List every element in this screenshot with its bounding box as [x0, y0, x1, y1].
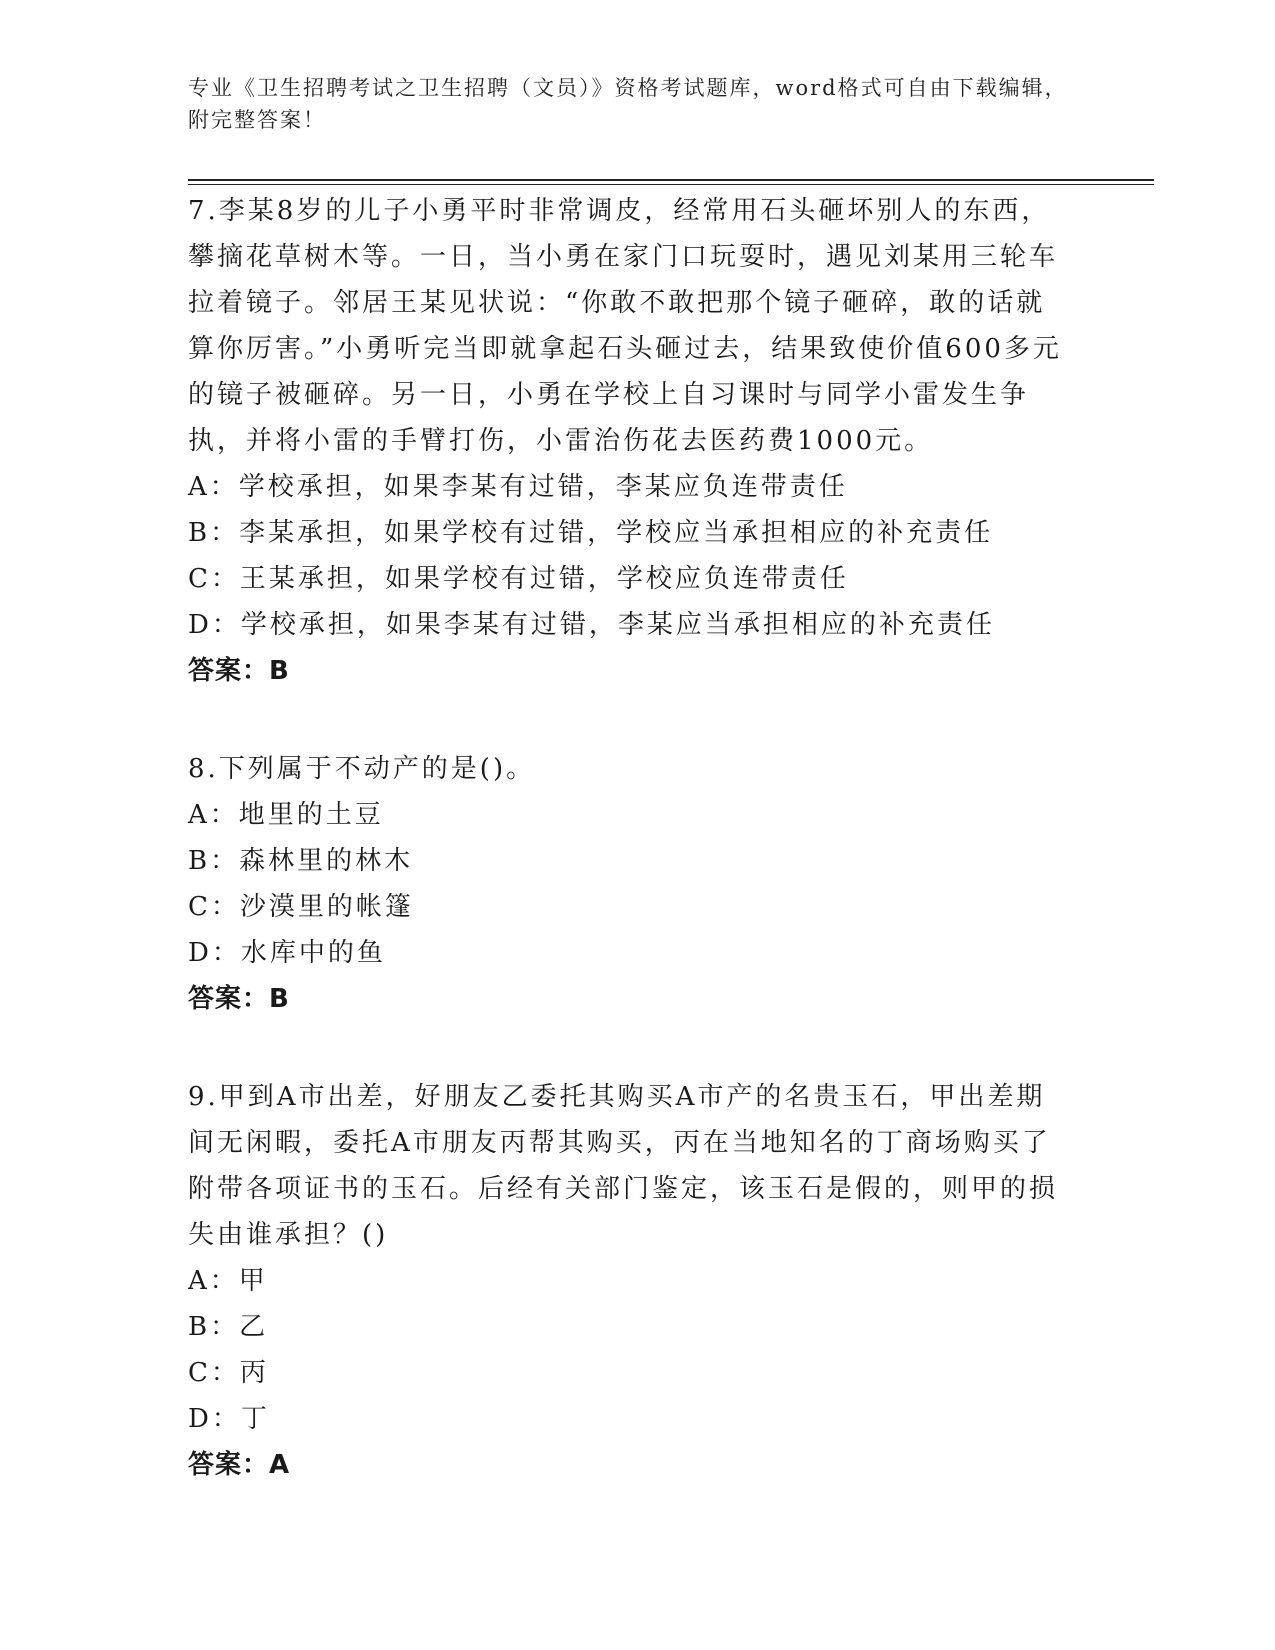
option-a: A：学校承担，如果李某有过错，李某应负连带责任	[188, 472, 848, 502]
option-a: A：地里的土豆	[188, 800, 384, 830]
option-b: B：李某承担，如果学校有过错，学校应当承担相应的补充责任	[188, 518, 994, 548]
question-stem: 9.甲到A市出差，好朋友乙委托其购买A市产的名贵玉石，甲出差期间无闲暇，委托A市朋友丙帮其购买，丙在当地知名的丁商场购买了附带各项证书的玉石。后经有关部门鉴定，该玉石是假的，则甲的损失由谁承担？()	[188, 1082, 1059, 1250]
option-d: D：学校承担，如果李某有过错，李某应当承担相应的补充责任	[188, 610, 995, 640]
answer: 答案：B	[188, 656, 290, 686]
question-8	[188, 746, 1068, 1022]
question-9	[188, 1074, 1068, 1488]
question-list	[188, 188, 1068, 1540]
header-divider-thin	[188, 184, 1154, 185]
option-c: C：王某承担，如果学校有过错，学校应负连带责任	[188, 564, 849, 594]
answer: 答案：B	[188, 984, 290, 1014]
page-header	[188, 72, 1088, 136]
option-c: C：沙漠里的帐篷	[188, 892, 414, 922]
option-b: B：森林里的林木	[188, 846, 414, 876]
option-c: C：丙	[188, 1358, 269, 1388]
question-stem: 7.李某8岁的儿子小勇平时非常调皮，经常用石头砸坏别人的东西，攀摘花草树木等。一日，当小勇在家门口玩耍时，遇见刘某用三轮车拉着镜子。邻居王某见状说：“你敢不敢把那个镜子砸碎，敢的话就算你厉害。”小勇听完当即就拿起石头砸过去，结果致使价值600多元的镜子被砸碎。另一日，小勇在学校上自习课时与同学小雷发生争执，并将小雷的手臂打伤，小雷治伤花去医药费1000元。	[188, 196, 1062, 456]
option-a: A：甲	[188, 1266, 268, 1296]
question-7	[188, 188, 1068, 694]
question-stem: 8.下列属于不动产的是()。	[188, 754, 536, 784]
option-d: D：水库中的鱼	[188, 938, 386, 968]
option-d: D：丁	[188, 1404, 270, 1434]
option-b: B：乙	[188, 1312, 269, 1342]
header-text: 专业《卫生招聘考试之卫生招聘（文员）》资格考试题库，word格式可自由下载编辑，附完整答案！	[188, 76, 1068, 132]
answer: 答案：A	[188, 1450, 291, 1480]
header-divider-thick	[188, 179, 1154, 181]
